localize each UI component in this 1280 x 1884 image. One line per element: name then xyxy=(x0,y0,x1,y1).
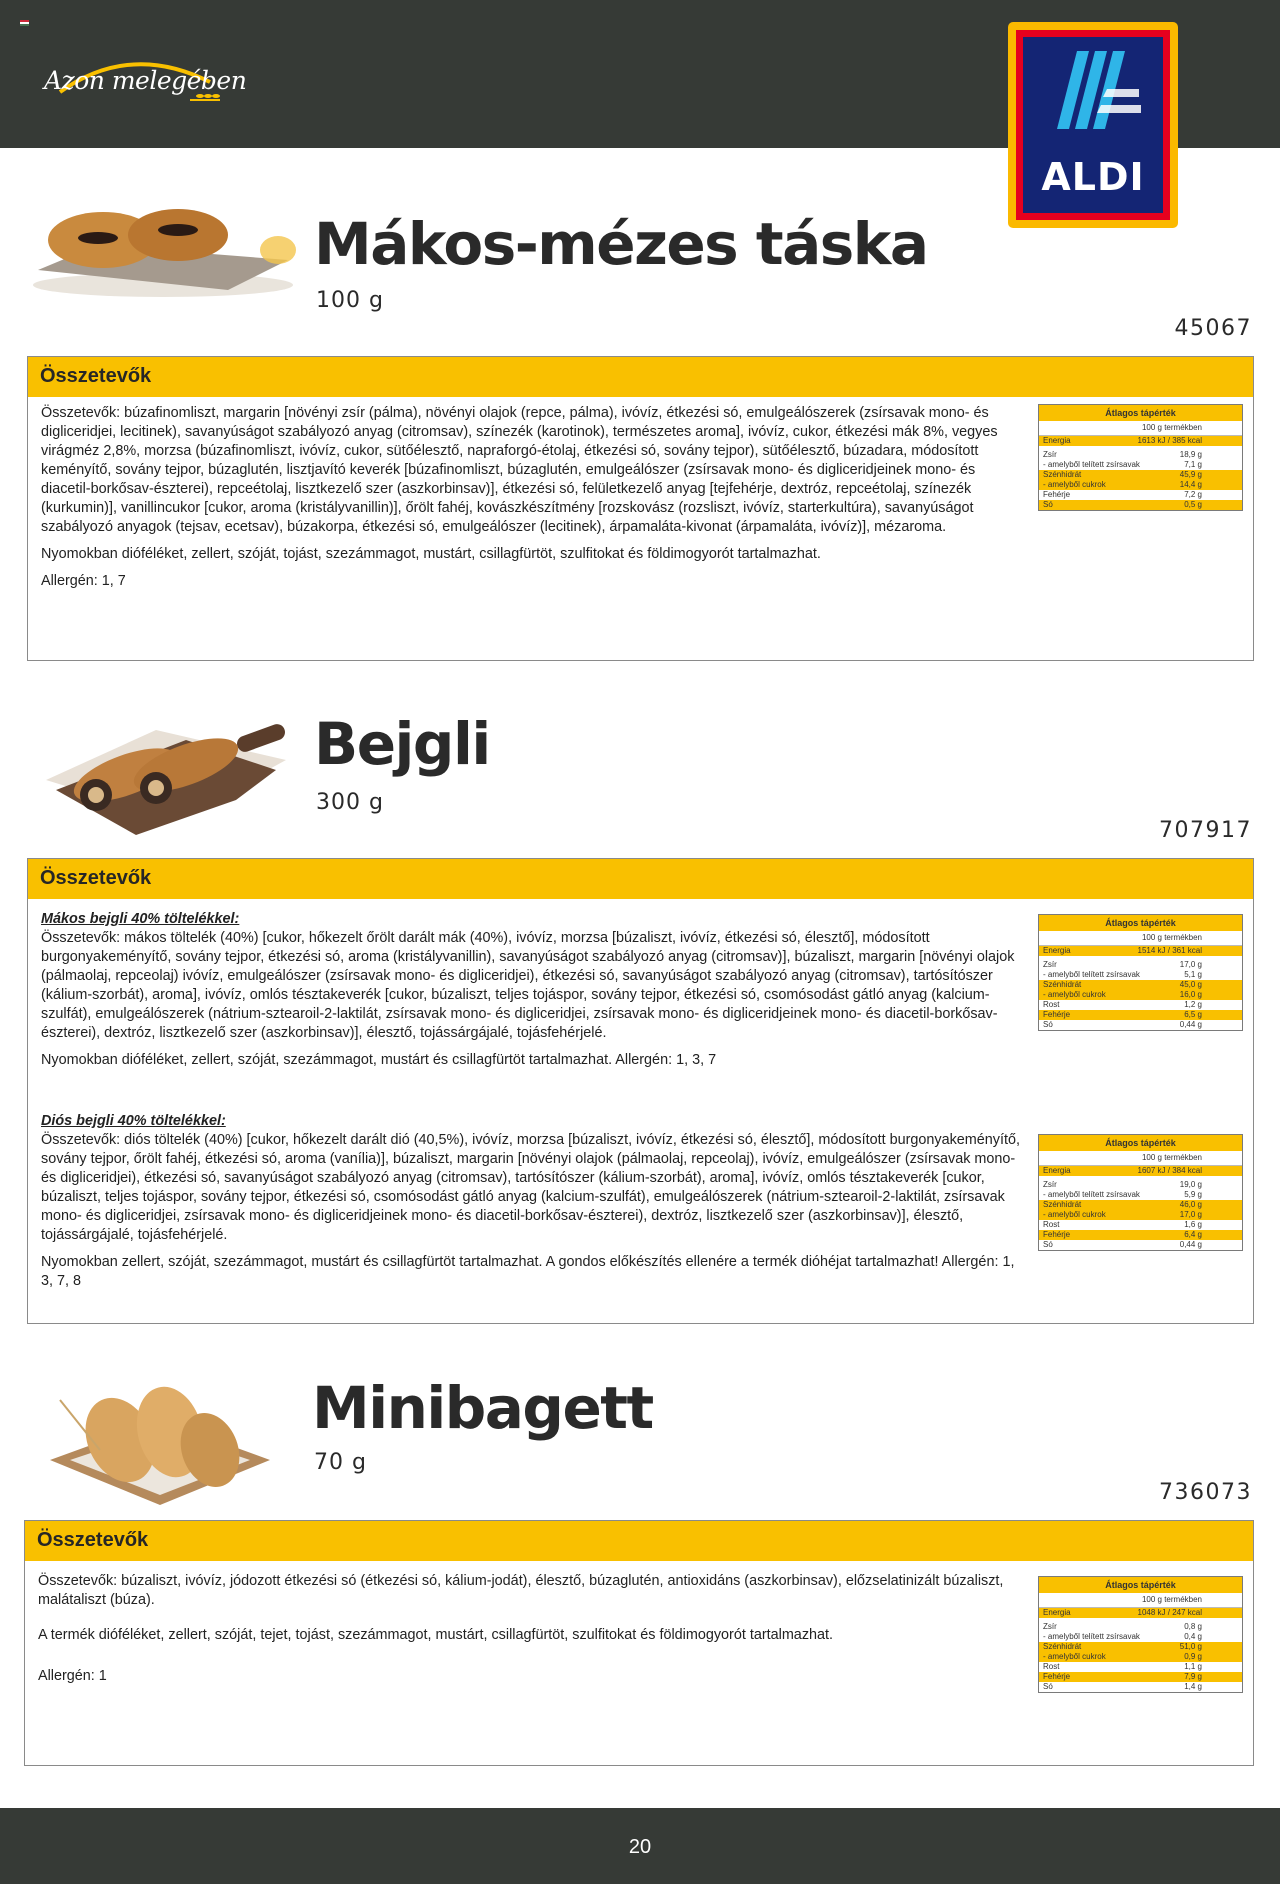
ingredients-text-makos xyxy=(41,910,1020,1078)
nutrition-row: Só 0,44 g xyxy=(1043,1020,1202,1029)
nutrition-row: - amelyből telített zsírsavak 5,1 g xyxy=(1043,970,1202,979)
subsection-title: Diós bejgli 40% töltelékkel: xyxy=(41,1113,226,1129)
nutrition-row: Szénhidrát 45,0 g xyxy=(1039,980,1242,990)
traces-paragraph: Nyomokban zellert, szóját, szezámmagot, mustárt és csillagfürtöt tartalmazhat. A gondos előkészítés ellenére a termék dióhéjat tartalmazhat! Allergén: 1, 3, 7, 8 xyxy=(41,1254,1015,1289)
section-title: Összetevők xyxy=(25,1521,1253,1561)
nutrition-row: Só 0,5 g xyxy=(1039,500,1242,510)
nutrition-row: Zsír 0,8 g xyxy=(1043,1622,1202,1631)
ingredients-paragraph: Összetevők: búzafinomliszt, margarin [növényi zsír (pálma), növényi olajok (repce, pálma), ivóvíz, étkezési só, emulgeálószerek (zsírsavak mono- és digliceridjei, lecitinek), savanyúságot szabályozó anyag (citromsav), színezék (karotinok), természetes aroma], ivóvíz, cukor, étkezési mák 8%, vegyes virágméz 2,8%, morzsa (búzafinomliszt, ivóvíz, cukor, sütőélesztő, napraforgó-étolaj, étkezési só, sovány tejpor), sütőélesztő, búzadara, módosított keményítő, sovány tejpor, búzaglutén, lisztjavító keverék [búzafinomliszt, búzaglutén, emulgeálószer (zsírsavak mono- és digliceridjeinek mono- és diacetil-borkősav-észterei), repceétolaj, lisztkezelő szer (aszkorbinsav)], étkezési só, felületkezelő anyag [tejfehérje, dextróz, repceétolaj, színezék (kurkumin)], vanillincukor [cukor, aroma (kristályvanillin)], őrölt fahéj, kovászkészítmény [rozskovász (rozsliszt, ivóvíz, starterkultúra), savanyúságot szabályozó anyagok (tejsav, ecetsav), búzakorpa, étkezési só, emulgeálószer (lecitinek), árpamaláta-kivonat (árpamaláta, ivóvíz)], mézaroma. xyxy=(41,405,998,535)
product-code: 707917 xyxy=(1159,818,1252,843)
nutrition-row: Energia 1514 kJ / 361 kcal xyxy=(1039,946,1242,956)
nutrition-row: Szénhidrát 46,0 g xyxy=(1039,1200,1242,1210)
nutrition-header: Átlagos tápérték xyxy=(1039,1135,1242,1151)
ingredients-text xyxy=(38,1572,1028,1694)
nutrition-row: - amelyből cukrok 16,0 g xyxy=(1039,990,1242,1000)
product-image-bejgli xyxy=(36,690,296,840)
nutrition-table xyxy=(1038,404,1243,511)
nutrition-row: - amelyből cukrok 0,9 g xyxy=(1039,1652,1242,1662)
nutrition-row: - amelyből telített zsírsavak 7,1 g xyxy=(1043,460,1202,469)
nutrition-column: 100 g termékben xyxy=(1039,1593,1242,1608)
aldi-stripes-icon xyxy=(1037,49,1147,139)
nutrition-header: Átlagos tápérték xyxy=(1039,1577,1242,1593)
nutrition-row: Fehérje 7,2 g xyxy=(1043,490,1202,499)
section-title: Összetevők xyxy=(28,357,1253,397)
nutrition-row: Rost 1,1 g xyxy=(1043,1662,1202,1671)
page-number: 20 xyxy=(628,1836,652,1858)
nutrition-table xyxy=(1038,914,1243,1031)
nutrition-column: 100 g termékben xyxy=(1039,1151,1242,1166)
product-title: Bejgli xyxy=(314,710,490,778)
nutrition-row: - amelyből telített zsírsavak 5,9 g xyxy=(1043,1190,1202,1199)
nutrition-row: Fehérje 6,4 g xyxy=(1039,1230,1242,1240)
nutrition-row: Fehérje 7,9 g xyxy=(1039,1672,1242,1682)
product-title: Minibagett xyxy=(312,1374,653,1442)
nutrition-row: - amelyből cukrok 14,4 g xyxy=(1039,480,1242,490)
nutrition-row: Szénhidrát 45,9 g xyxy=(1039,470,1242,480)
ingredients-text-dios xyxy=(41,1112,1020,1299)
aldi-logo xyxy=(1008,22,1178,228)
brand-slogan: Azon melegében xyxy=(44,66,247,95)
product-weight: 100 g xyxy=(316,288,384,313)
nutrition-row: Zsír 17,0 g xyxy=(1043,960,1202,969)
allergen-paragraph: Allergén: 1, 7 xyxy=(41,573,126,589)
nutrition-table xyxy=(1038,1134,1243,1251)
nutrition-column: 100 g termékben xyxy=(1039,421,1242,436)
nutrition-row: Só 1,4 g xyxy=(1043,1682,1202,1691)
nutrition-row: Zsír 19,0 g xyxy=(1043,1180,1202,1189)
nutrition-row: Rost 1,6 g xyxy=(1043,1220,1202,1229)
product-weight: 70 g xyxy=(314,1450,367,1475)
product-image-makos-mezes-taska xyxy=(28,190,298,300)
traces-paragraph: Nyomokban dióféléket, zellert, szóját, szezámmagot, mustárt és csillagfürtöt tartalmazhat. Allergén: 1, 3, 7 xyxy=(41,1052,717,1068)
nutrition-row: Energia 1613 kJ / 385 kcal xyxy=(1039,436,1242,446)
product-code: 45067 xyxy=(1174,316,1252,341)
nutrition-row: Fehérje 6,5 g xyxy=(1039,1010,1242,1020)
nutrition-column: 100 g termékben xyxy=(1039,931,1242,946)
traces-paragraph: A termék dióféléket, zellert, szóját, tejet, tojást, szezámmagot, mustárt, csillagfürtöt, szulfitokat és földimogyorót tartalmazhat. xyxy=(38,1627,834,1643)
ingredients-text xyxy=(41,404,1020,599)
ingredients-paragraph: Összetevők: diós töltelék (40%) [cukor, hőkezelt darált dió (40,5%), ivóvíz, morzsa [búzaliszt, ivóvíz, étkezési só, élesztő], módosított burgonyakeményítő, sovány tejpor, őrölt fahéj, étkezési só, aroma (vanília)], búzaliszt, margarin [növényi olajok (pálmaolaj, repceolaj), ivóvíz, emulgeálószer (zsírsavak mono- és digliceridjei), étkezési só, savanyúságot szabályozó anyag (citromsav), tartósítószer (kálium-szorbát), aroma], ivóvíz, omlós tésztakeverék [cukor, búzaliszt, teljes tojáspor, sovány tejpor, étkezési só, csomósodást gátló anyag (kalcium-szulfát), emulgeálószerek (nátrium-sztearoil-2-laktilát, zsírsavak mono- és digliceridjei, zsírsavak mono- és digliceridjeinek mono- és diacetil-borkősav-észterei), dextróz, lisztkezelő szer (aszkorbinsav)], élesztő, tojássárgájalé, tojásfehérjelé. xyxy=(41,1132,1020,1243)
nutrition-row: Rost 1,2 g xyxy=(1043,1000,1202,1009)
footer-bar xyxy=(0,1808,1280,1884)
nutrition-row: Energia 1048 kJ / 247 kcal xyxy=(1039,1608,1242,1618)
ingredients-paragraph: Összetevők: mákos töltelék (40%) [cukor, hőkezelt őrölt darált mák (40%), ivóvíz, morzsa [búzaliszt, ivóvíz, étkezési só, élesztő], módosított burgonyakeményítő, sovány tejpor, étkezési só, aroma (kristályvanillin), savanyúságot szabályozó anyag (citromsav)], búzaliszt, margarin [növényi olajok (pálmaolaj, repceolaj) ivóvíz, emulgeálószer (zsírsavak mono- és digliceridjei), étkezési só, savanyúságot szabályozó anyag (citromsav), tartósítószer (kálium-szorbát), aroma], ivóvíz, omlós tésztakeverék [cukor, búzaliszt, teljes tojáspor, sovány tejpor, étkezési só, csomósodást gátló anyag (kalcium-szulfát), emulgeálószerek (nátrium-sztearoil-2-laktilát, zsírsavak mono- és digliceridjei, zsírsavak mono- és digliceridjeinek mono- és diacetil-borkősav-észterei), dextróz, lisztkezelő szer (aszkorbinsav)], élesztő, tojássárgájalé, tojásfehérjelé. xyxy=(41,930,1015,1041)
nutrition-table xyxy=(1038,1576,1243,1693)
product-code: 736073 xyxy=(1159,1480,1252,1505)
section-title: Összetevők xyxy=(28,859,1253,899)
product-title: Mákos-mézes táska xyxy=(314,210,928,278)
aldi-wordmark: ALDI xyxy=(1041,155,1145,199)
nutrition-row: Energia 1607 kJ / 384 kcal xyxy=(1039,1166,1242,1176)
allergen-paragraph: Allergén: 1 xyxy=(38,1668,107,1684)
ingredients-paragraph: Összetevők: búzaliszt, ivóvíz, jódozott étkezési só (étkezési só, kálium-jodát), élesztő, búzaglutén, antioxidáns (aszkorbinsav), előzselatinizált búzaliszt, malátaliszt (búza). xyxy=(38,1573,1004,1608)
traces-paragraph: Nyomokban dióféléket, zellert, szóját, tojást, szezámmagot, mustárt, csillagfürtöt, szulfitokat és földimogyorót tartalmazhat. xyxy=(41,546,821,562)
nutrition-row: Só 0,44 g xyxy=(1043,1240,1202,1249)
product-weight: 300 g xyxy=(316,790,384,815)
nutrition-row: Zsír 18,9 g xyxy=(1043,450,1202,459)
flag-icon xyxy=(20,20,29,26)
nutrition-header: Átlagos tápérték xyxy=(1039,405,1242,421)
subsection-title: Mákos bejgli 40% töltelékkel: xyxy=(41,911,240,927)
nutrition-row: - amelyből cukrok 17,0 g xyxy=(1039,1210,1242,1220)
product-image-minibagett xyxy=(40,1360,280,1510)
nutrition-row: Szénhidrát 51,0 g xyxy=(1039,1642,1242,1652)
nutrition-row: - amelyből telített zsírsavak 0,4 g xyxy=(1043,1632,1202,1641)
nutrition-header: Átlagos tápérték xyxy=(1039,915,1242,931)
